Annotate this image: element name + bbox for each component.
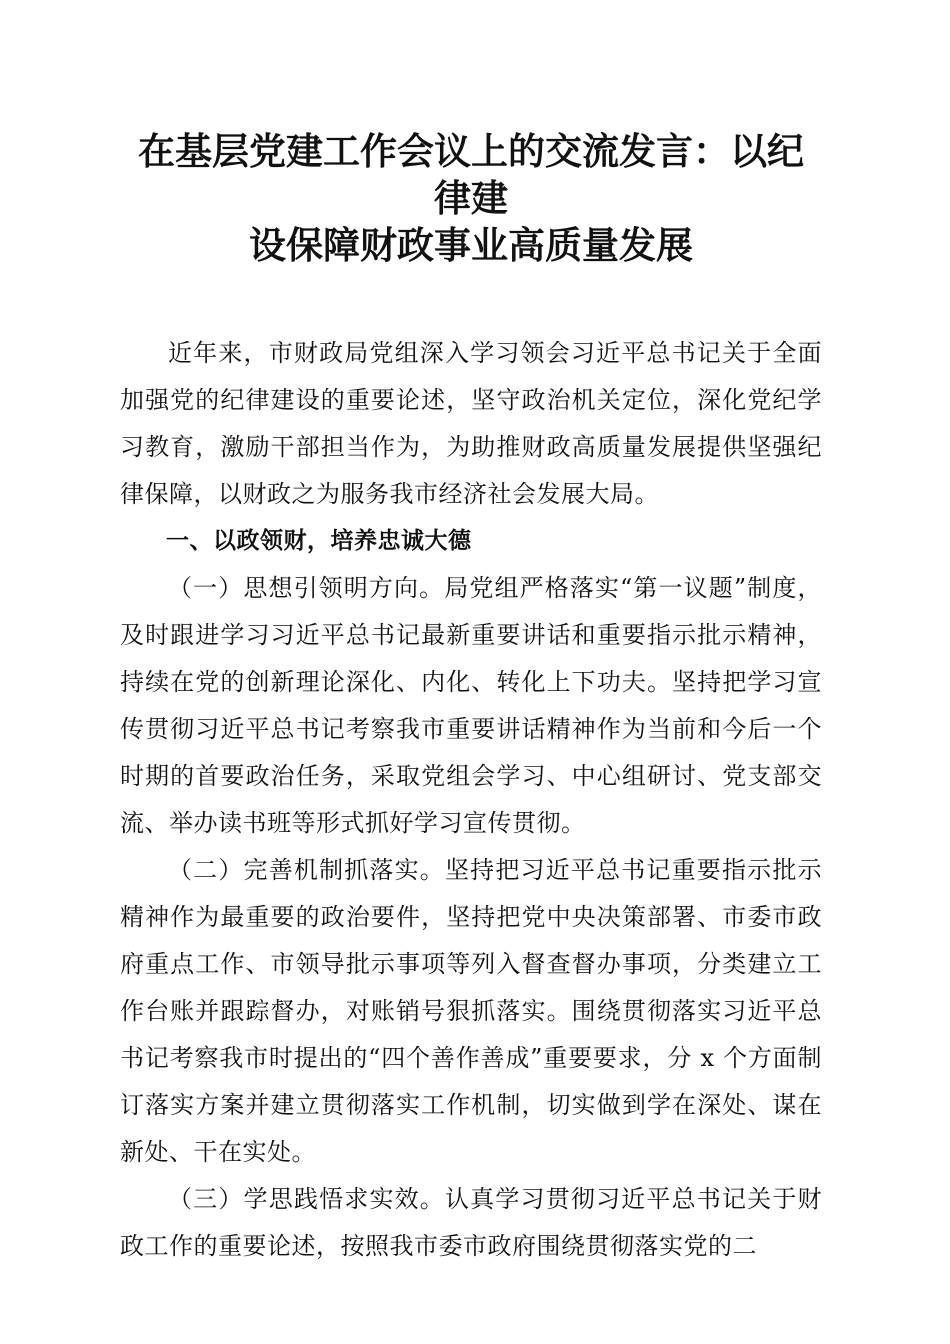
subsection-1-lead: （一）思想引领明方向。 [168,574,445,602]
intro-paragraph: 近年来，市财政局党组深入学习领会习近平总书记关于全面加强党的纪律建设的重要论述，坚守政治机关定位，深化党纪学习教育，激励干部担当作为，为助推财政高质量发展提供坚强纪律保障，以财政之为服务我市经济社会发展大局。 [120,339,822,508]
subsection-2-lead: （二）完善机制抓落实。 [168,856,445,884]
subsection-1-body: 局党组严格落实“第一议题”制度，及时跟进学习习近平总书记最新重要讲话和重要指示批示精神，持续在党的创新理论深化、内化、转化上下功夫。坚持把学习宣传贯彻习近平总书记考察我市重要讲话精神作为当前和今后一个时期的首要政治任务，采取党组会学习、中心组研讨、党支部交流、举办读书班等形式抓好学习宣传贯彻。 [120,574,822,837]
subsection-3-body: 认真学习贯彻习近平总书记关于财政工作的重要论述，按照我市委市政府围绕贯彻落实党的二 [120,1185,823,1260]
subsection-3-lead: （三）学思践悟求实效。 [168,1185,445,1213]
subsection-2-paragraph [120,847,822,1176]
subsection-2-body: 坚持把习近平总书记重要指示批示精神作为最重要的政治要件，坚持把党中央决策部署、市委市政府重点工作、市领导批示事项等列入督查督办事项，分类建立工作台账并跟踪督办，对账销号狠抓落实。围绕贯彻落实习近平总书记考察我市时提出的“四个善作善成”重要要求，分 x 个方面制订落实方案并建立贯彻落实工作机制，切实做到学在深处、谋在新处、干在实处。 [120,856,823,1166]
title-line-1: 在基层党建工作会议上的交流发言：以纪律建 [138,129,804,220]
title-line-2: 设保障财政事业高质量发展 [249,223,693,267]
subsection-1-paragraph [120,565,822,847]
document-page [120,128,822,1270]
document-title [120,128,822,269]
subsection-3-paragraph [120,1176,822,1270]
section-1-heading: 一、以政领财，培养忠诚大德 [166,528,472,554]
document-body [120,330,822,1270]
